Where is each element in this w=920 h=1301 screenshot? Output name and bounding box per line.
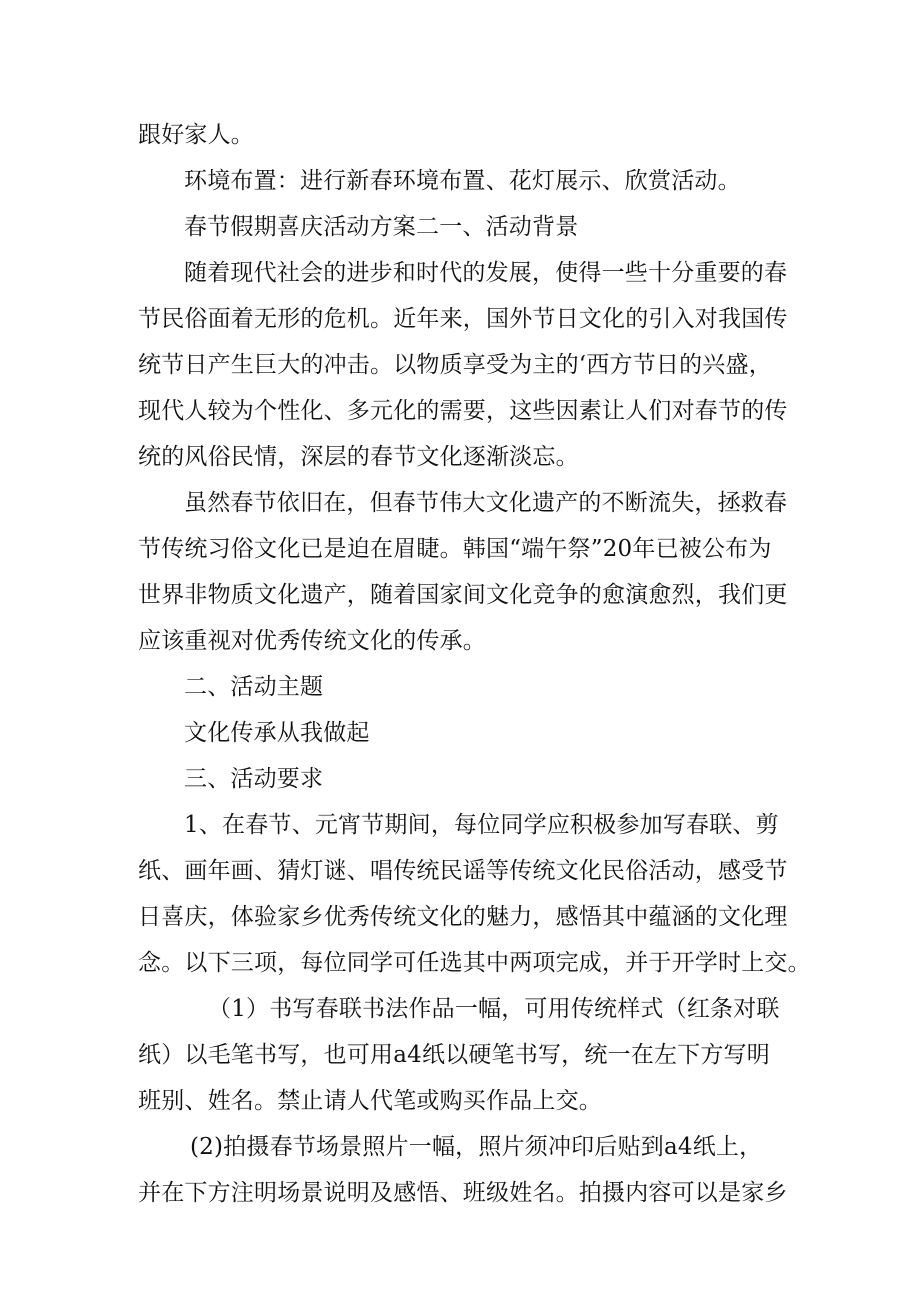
- text-line: 日喜庆，体验家乡优秀传统文化的魅力，感悟其中蕴涵的文化理: [138, 904, 788, 930]
- text-line: 统节日产生巨大的冲击。以物质享受为主的‘西方节日的兴盛，: [138, 352, 772, 378]
- text-line: 世界非物质文化遗产，随着国家间文化竞争的愈演愈烈，我们更: [138, 582, 788, 608]
- text-line: 现代人较为个性化、多元化的需要，这些因素让人们对春节的传: [138, 398, 788, 424]
- text-line: 节民俗面着无形的危机。近年来，国外节日文化的引入对我国传: [138, 306, 788, 332]
- text-line: 统的风俗民情，深层的春节文化逐渐淡忘。: [138, 444, 579, 470]
- text-line: 应该重视对优秀传统文化的传承。: [138, 628, 486, 654]
- text-line: 文化传承从我做起: [184, 720, 370, 746]
- text-line: (2)拍摄春节场景照片一幅，照片须冲印后贴到a4纸上，: [190, 1134, 763, 1160]
- text-line: 随着现代社会的进步和时代的发展，使得一些十分重要的春: [184, 260, 788, 286]
- text-line: 并在下方注明场景说明及感悟、班级姓名。拍摄内容可以是家乡: [138, 1180, 788, 1206]
- document-body: [138, 112, 811, 1216]
- text-line: 虽然春节依旧在，但春节伟大文化遗产的不断流失，拯救春: [184, 490, 788, 516]
- text-line: 节传统习俗文化已是迫在眉睫。韩国“端午祭”20年已被公布为: [138, 536, 772, 562]
- section-heading: 春节假期喜庆活动方案二一、活动背景: [184, 214, 579, 240]
- text-line: 纸、画年画、猜灯谜、唱传统民谣等传统文化民俗活动，感受节: [138, 858, 788, 884]
- text-line: 1、在春节、元宵节期间，每位同学应积极参加写春联、剪: [184, 812, 779, 838]
- text-line: （1）书写春联书法作品一幅，可用传统样式（红条对联: [208, 996, 780, 1022]
- section-heading: 二、活动主题: [184, 674, 324, 700]
- section-heading: 三、活动要求: [184, 766, 324, 792]
- text-line: 班别、姓名。禁止请人代笔或购买作品上交。: [138, 1088, 602, 1114]
- text-line: 跟好家人。: [138, 122, 254, 148]
- text-line: 念。以下三项，每位同学可任选其中两项完成，并于开学时上交。: [138, 950, 811, 976]
- text-line: 纸）以毛笔书写，也可用a4纸以硬笔书写，统一在左下方写明: [138, 1042, 770, 1068]
- text-line: 环境布置：进行新春环境布置、花灯展示、欣赏活动。: [184, 168, 741, 194]
